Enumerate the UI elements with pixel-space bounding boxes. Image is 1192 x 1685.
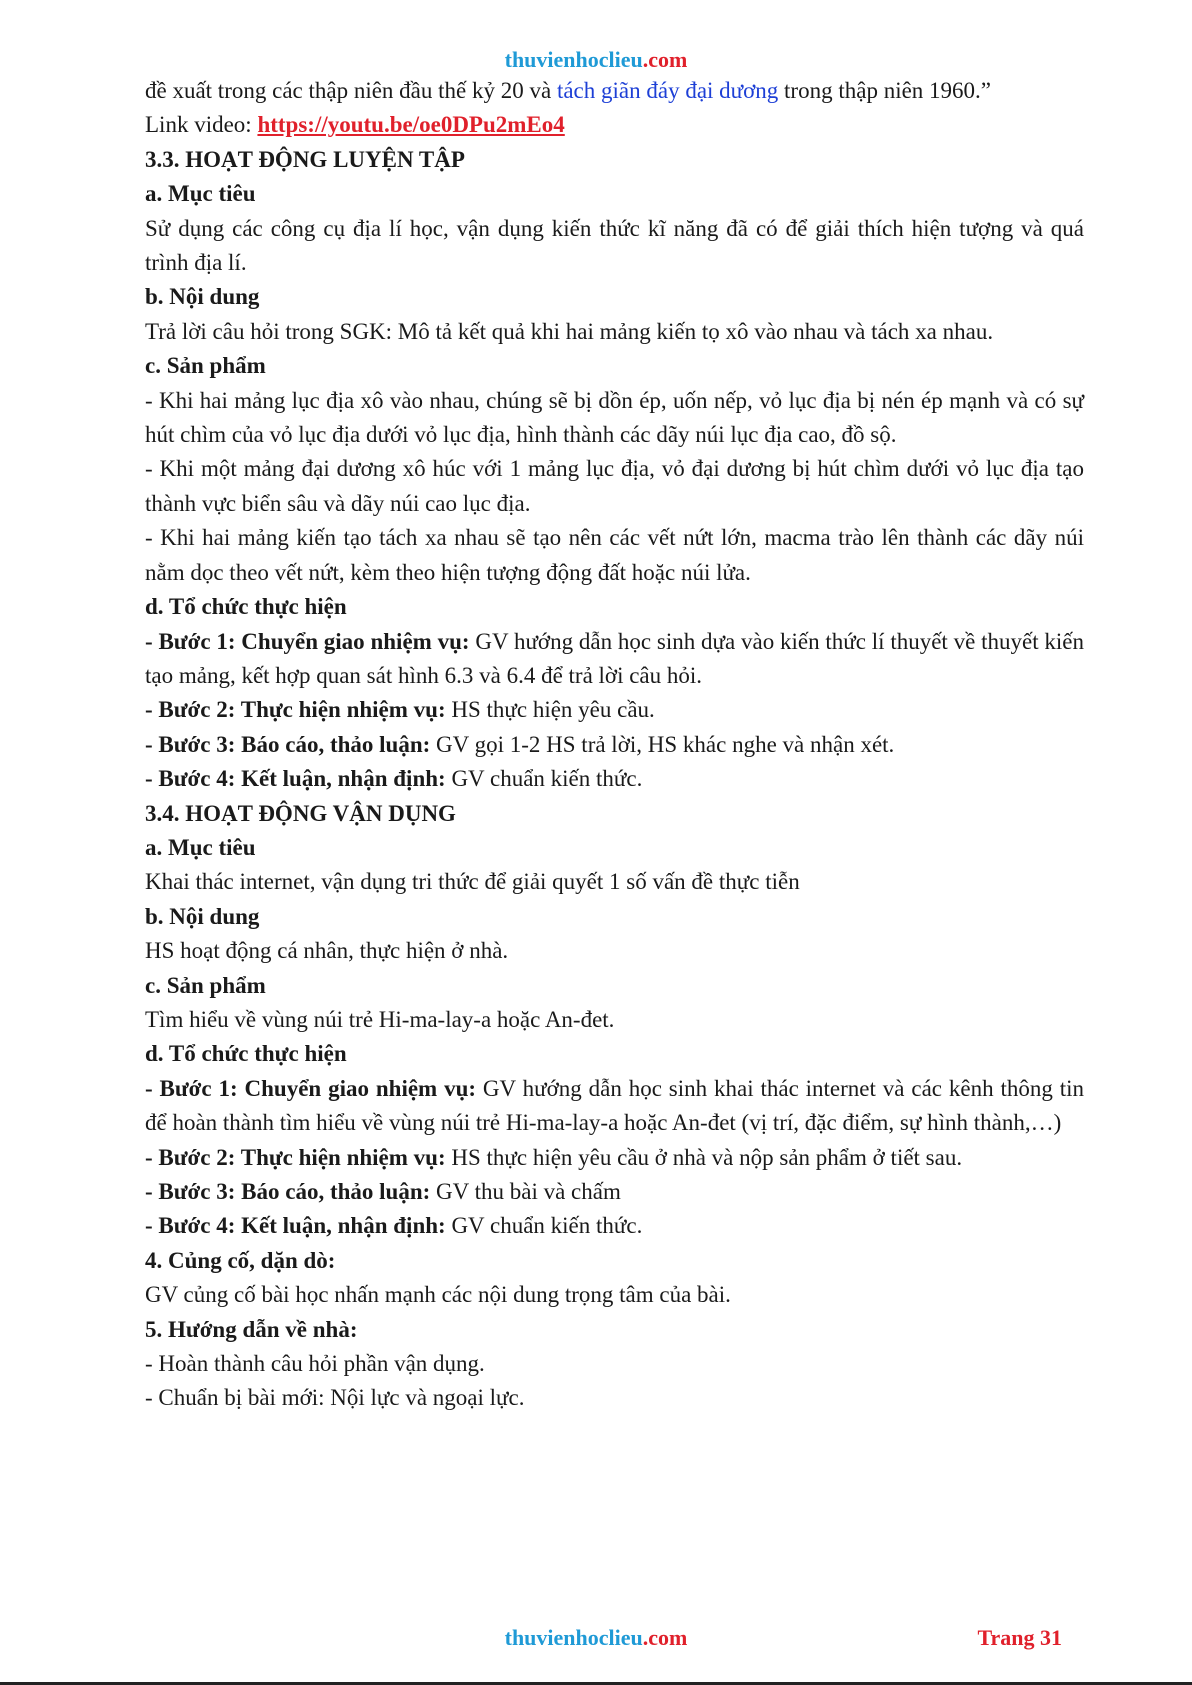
step-label: - Bước 2: Thực hiện nhiệm vụ: — [145, 697, 446, 723]
video-link[interactable]: https://youtu.be/oe0DPu2mEo4 — [257, 112, 565, 138]
step-text: GV chuẩn kiến thức. — [445, 1213, 643, 1239]
section-5-item: - Chuẩn bị bài mới: Nội lực và ngoại lực. — [145, 1385, 525, 1411]
s34-product-heading: c. Sản phẩm — [145, 972, 266, 998]
step-label: - Bước 3: Báo cáo, thảo luận: — [145, 1179, 431, 1204]
s33-step — [145, 728, 1084, 762]
section-5-title: 5. Hướng dẫn về nhà: — [145, 1316, 358, 1342]
s34-step — [145, 1072, 1084, 1141]
step-text: GV hướng dẫn học sinh khai thác internet và các kênh thông tin để hoàn thành tìm hiểu về vùng núi trẻ Hi-ma-lay-a hoặc An-đet (vị trí, đặc điểm, sự hình thành,…) — [145, 1075, 1084, 1136]
step-label: - Bước 4: Kết luận, nhận định: — [145, 766, 446, 792]
s34-step — [145, 1141, 1084, 1175]
s34-step — [145, 1175, 1084, 1209]
document-body — [145, 74, 1084, 1416]
section-5-item: - Hoàn thành câu hỏi phần vận dụng. — [145, 1351, 485, 1377]
s33-organization-heading: d. Tổ chức thực hiện — [145, 594, 347, 620]
s33-objective-heading: a. Mục tiêu — [145, 181, 256, 207]
brand-domain: .com — [642, 47, 688, 72]
s34-content-heading: b. Nội dung — [145, 903, 260, 929]
step-text: HS thực hiện yêu cầu ở nhà và nộp sản phẩm ở tiết sau. — [445, 1144, 963, 1170]
s33-objective-text: Sử dụng các công cụ địa lí học, vận dụng kiến thức kĩ năng đã có để giải thích hiện tượng và quá trình địa lí. — [145, 215, 1084, 276]
site-header-brand[interactable] — [0, 46, 1192, 74]
s34-organization-heading: d. Tổ chức thực hiện — [145, 1041, 347, 1067]
s34-objective-text: Khai thác internet, vận dụng tri thức để giải quyết 1 số vấn đề thực tiễn — [145, 869, 800, 895]
step-label: - Bước 2: Thực hiện nhiệm vụ: — [145, 1144, 446, 1170]
s33-product-item: - Khi hai mảng kiến tạo tách xa nhau sẽ tạo nên các vết nứt lớn, macma trào lên thành các dãy núi nằm dọc theo vết nứt, kèm theo hiện tượng động đất hoặc núi lửa. — [145, 525, 1084, 585]
seafloor-spreading-link[interactable]: tách giãn đáy đại dương — [556, 78, 779, 103]
step-text: GV chuẩn kiến thức. — [445, 766, 643, 792]
s33-product-item: - Khi một mảng đại dương xô húc với 1 mảng lục địa, vỏ đại dương bị hút chìm dưới vỏ lục địa tạo thành vực biển sâu và dãy núi cao lục địa. — [145, 456, 1084, 516]
step-text: HS thực hiện yêu cầu. — [445, 697, 655, 723]
section-3-3-title: 3.3. HOẠT ĐỘNG LUYỆN TẬP — [145, 146, 465, 172]
s33-step — [145, 762, 1084, 796]
page-footer — [0, 1623, 1192, 1653]
s33-product-item: - Khi hai mảng lục địa xô vào nhau, chúng sẽ bị dồn ép, uốn nếp, vỏ lục địa bị nén ép mạnh và có sự hút chìm của vỏ lục địa dưới vỏ lục địa, hình thành các dãy núi lục địa cao, đồ sộ. — [145, 387, 1084, 448]
s34-objective-heading: a. Mục tiêu — [145, 834, 256, 860]
s33-product-heading: c. Sản phẩm — [145, 353, 266, 379]
video-link-line — [145, 108, 1084, 142]
s34-product-text: Tìm hiểu về vùng núi trẻ Hi-ma-lay-a hoặc An-đet. — [145, 1006, 615, 1032]
s33-content-text: Trả lời câu hỏi trong SGK: Mô tả kết quả khi hai mảng kiến tọ xô vào nhau và tách xa nhau. — [145, 318, 994, 344]
brand-domain: .com — [642, 1625, 688, 1650]
page-number: Trang 31 — [977, 1625, 1062, 1650]
step-text: GV gọi 1-2 HS trả lời, HS khác nghe và nhận xét. — [430, 731, 895, 757]
brand-name: thuvienhoclieu — [504, 1625, 643, 1650]
video-label: Link video: — [145, 112, 258, 138]
brand-name: thuvienhoclieu — [504, 47, 643, 72]
step-text: GV thu bài và chấm — [430, 1179, 621, 1204]
section-3-4-title: 3.4. HOẠT ĐỘNG VẬN DỤNG — [145, 800, 456, 826]
s34-content-text: HS hoạt động cá nhân, thực hiện ở nhà. — [145, 938, 509, 964]
section-4-title: 4. Củng cố, dặn dò: — [145, 1247, 336, 1273]
step-label: - Bước 3: Báo cáo, thảo luận: — [145, 731, 431, 757]
step-text: GV hướng dẫn học sinh dựa vào kiến thức lí thuyết về thuyết kiến tạo mảng, kết hợp quan sát hình 6.3 và 6.4 để trả lời câu hỏi. — [145, 628, 1084, 688]
section-4-text: GV củng cố bài học nhấn mạnh các nội dung trọng tâm của bài. — [145, 1282, 731, 1308]
s34-step — [145, 1209, 1084, 1243]
intro-paragraph: đề xuất trong các thập niên đầu thế kỷ 20 và tách giãn đáy đại dương trong thập niên 1960.” — [145, 78, 992, 103]
s33-content-heading: b. Nội dung — [145, 284, 260, 310]
step-label: - Bước 1: Chuyển giao nhiệm vụ: — [145, 628, 470, 654]
s33-step — [145, 693, 1084, 727]
step-label: - Bước 1: Chuyển giao nhiệm vụ: — [145, 1075, 477, 1101]
step-label: - Bước 4: Kết luận, nhận định: — [145, 1213, 446, 1239]
s33-step — [145, 625, 1084, 694]
